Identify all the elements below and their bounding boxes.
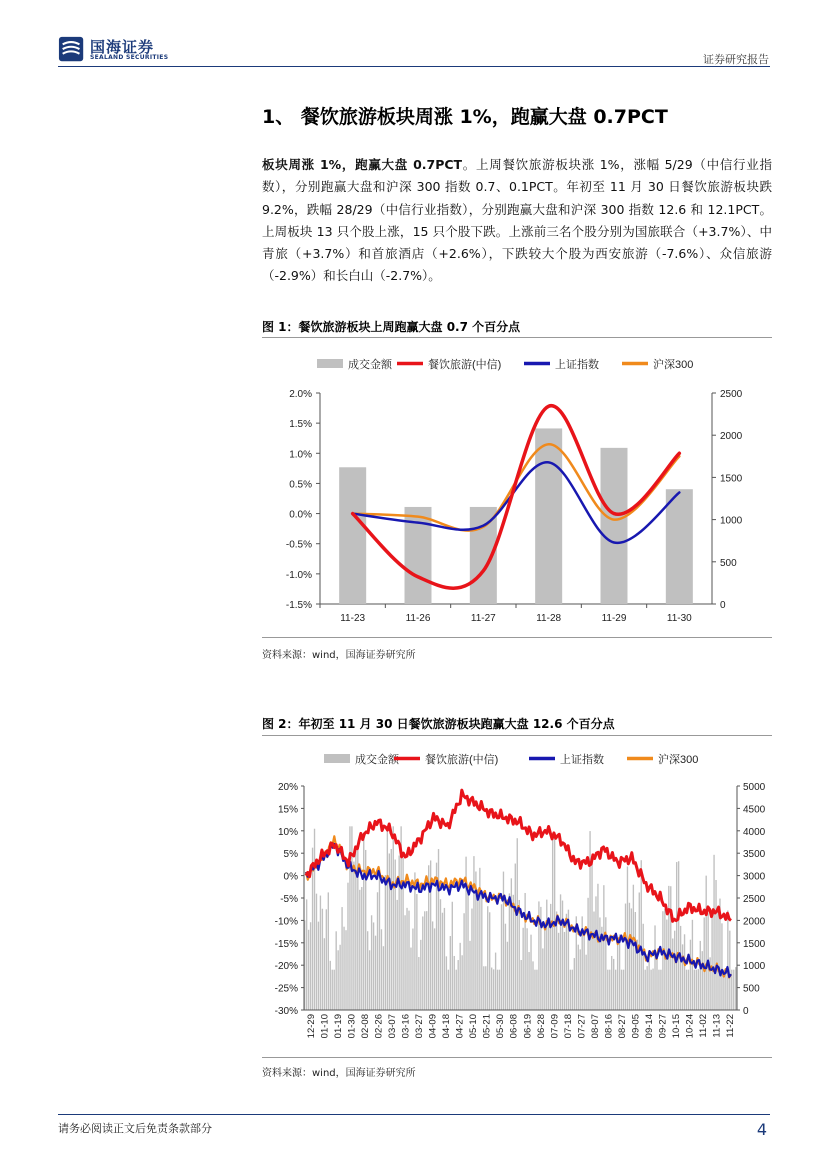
volume-bar [566,914,567,1010]
volume-bar [562,901,563,1010]
right-tick-label: 1000 [720,515,743,527]
x-tick-label: 08-07 [589,1014,601,1039]
volume-bar [353,862,354,1010]
volume-bar [312,848,313,1010]
volume-bar [548,918,549,1010]
volume-bar [526,928,527,1010]
x-tick-label: 04-18 [441,1014,453,1039]
volume-bar [306,899,307,1010]
legend-swatch-volume [324,754,350,763]
x-tick-label: 04-09 [427,1014,439,1039]
volume-bar [727,910,728,1010]
volume-bar [509,893,510,1010]
volume-bar [605,917,606,1010]
left-tick-label: 0% [283,871,298,883]
figure1-title: 图 1：餐饮旅游板块上周跑赢大盘 0.7 个百分点 [262,320,521,334]
volume-bar [702,951,703,1010]
volume-bar [599,917,600,1010]
summary-paragraph [262,154,772,288]
volume-bar [446,956,447,1010]
volume-bar [363,833,364,1010]
summary-bold: 板块周涨 1%，跑赢大盘 0.7PCT [262,157,463,172]
volume-bar [345,930,346,1010]
brand-name: 国海证券 [90,38,155,56]
volume-bar [619,934,620,1010]
volume-bar [721,923,722,1010]
volume-bar [387,831,388,1010]
volume-bar [560,894,561,1010]
volume-bar [383,946,384,1010]
footer-disclaimer: 请务必阅读正文后免责条款部分 [58,1122,212,1135]
series-line-0 [353,406,680,589]
legend-label: 成交金额 [355,754,399,766]
header-divider [58,66,770,67]
volume-bar [535,428,562,604]
volume-bar [517,838,518,1010]
volume-bar [658,970,659,1010]
right-tick-label: 4500 [743,804,766,816]
section-title: 1、 餐饮旅游板块周涨 1%，跑赢大盘 0.7PCT [262,106,668,128]
volume-bar [438,849,439,1010]
volume-bar [519,900,520,1010]
volume-bar [493,969,494,1010]
volume-bar [692,920,693,1010]
volume-bar [570,970,571,1010]
report-type: 证券研究报告 [703,53,769,66]
volume-bar [729,931,730,1010]
volume-bar [310,922,311,1010]
volume-bar [558,933,559,1010]
volume-bar [706,876,707,1010]
x-tick-label: 11-29 [601,613,627,624]
volume-bar [408,911,409,1010]
volume-bar [505,924,506,1010]
volume-bar [426,911,427,1010]
right-tick-label: 3500 [743,849,766,861]
volume-bar [688,970,689,1010]
left-tick-label: -30% [274,1006,298,1017]
x-tick-label: 07-27 [576,1014,588,1039]
page-number: 4 [756,1120,767,1139]
x-tick-label: 09-27 [657,1014,669,1039]
volume-bar [454,956,455,1010]
brand-subtitle: SEALAND SECURITIES [90,54,169,61]
volume-bar [422,916,423,1010]
volume-bar [330,961,331,1010]
volume-bar [412,929,413,1010]
volume-bar [717,911,718,1010]
volume-bar [459,943,460,1010]
volume-bar [524,893,525,1010]
footer-divider [58,1114,770,1115]
volume-bar [666,920,667,1010]
right-tick-label: 2500 [743,894,766,905]
volume-bar [332,970,333,1010]
volume-bar [487,906,488,1010]
volume-bar [542,948,543,1010]
left-tick-label: -1.0% [285,569,312,581]
volume-bar [674,931,675,1010]
x-tick-label: 06-19 [522,1014,534,1039]
volume-bar [580,949,581,1010]
volume-bar [694,970,695,1010]
volume-bar [629,903,630,1010]
volume-bar [621,970,622,1010]
volume-bar [434,928,435,1010]
volume-bar [497,970,498,1010]
volume-bar [682,944,683,1010]
figure2-title: 图 2：年初至 11 月 30 日餐饮旅游板块跑赢大盘 12.6 个百分点 [262,717,615,731]
left-tick-label: -15% [274,938,298,950]
left-tick-label: -0.5% [285,539,312,551]
volume-bar [420,940,421,1010]
volume-bar [379,873,380,1010]
volume-bar [623,970,624,1010]
x-tick-label: 10-15 [671,1014,683,1039]
volume-bar [316,894,317,1010]
volume-bar [452,902,453,1010]
volume-bar [617,945,618,1010]
volume-bar [469,941,470,1010]
x-tick-label: 07-09 [549,1014,561,1039]
volume-bar [587,898,588,1010]
volume-bar [414,872,415,1010]
volume-bar [597,884,598,1010]
volume-bar [733,970,734,1010]
volume-bar [359,890,360,1010]
x-tick-label: 08-27 [616,1014,628,1039]
right-tick-label: 2500 [720,389,743,400]
volume-bar [320,896,321,1010]
volume-bar [530,935,531,1010]
x-tick-label: 11-30 [666,613,692,624]
x-tick-label: 04-27 [454,1014,466,1039]
figure2-chart [262,738,772,1056]
left-tick-label: 5% [283,849,298,861]
sealand-logo-icon [58,36,86,64]
volume-bar [473,856,474,1010]
volume-bar [593,912,594,1010]
volume-bar [684,934,685,1010]
volume-bar [532,961,533,1010]
x-tick-label: 11-02 [698,1014,710,1038]
legend-label: 上证指数 [560,754,604,766]
x-tick-label: 06-08 [508,1014,520,1039]
x-tick-label: 11-27 [470,613,496,624]
x-tick-label: 08-16 [603,1014,615,1039]
volume-bar [578,945,579,1010]
volume-bar [406,908,407,1010]
volume-bar [341,907,342,1010]
summary-text: 。上周餐饮旅游板块涨 1%，涨幅 5/29（中信行业指数），分别跑赢大盘和沪深 300 指数 0.7、0.1PCT。年初至 11 月 30 日餐饮旅游板块跌 9.2%，跌幅 28/29（中信行业指数），分别跑赢大盘和沪深 300 指数 12.6 和 12.1PCT。上周板块 13 只个股上涨，15 只个股下跌。上涨前三名个股分别为国旅联合（+3.7%）、中青旅（+3.7%）和首旅酒店（+2.6%），下跌较大个股为西安旅游（-7.6%）、众信旅游（-2.9%）和长白山（-2.7%）。 [262,157,772,284]
x-tick-label: 05-21 [481,1014,493,1039]
right-tick-label: 0 [743,1006,749,1017]
volume-bar [528,952,529,1010]
volume-bar [572,970,573,1010]
volume-bar [564,932,565,1010]
volume-bar [339,467,366,604]
legend-label: 沪深300 [658,754,699,766]
volume-bar [491,968,492,1010]
volume-bar [467,887,468,1010]
volume-bar [654,925,655,1010]
figure2-bottom-rule [262,1057,772,1058]
volume-bar [322,909,323,1010]
volume-bar [672,938,673,1010]
series-line-0 [306,790,731,921]
volume-bar [660,970,661,1010]
right-tick-label: 2000 [743,916,766,928]
right-tick-label: 4000 [743,826,766,838]
figure2-top-rule [262,735,772,736]
x-tick-label: 05-10 [468,1014,480,1039]
left-tick-label: -25% [274,983,298,995]
right-tick-label: 5000 [743,782,766,793]
volume-bar [574,958,575,1010]
figure1-top-rule [262,337,772,338]
left-tick-label: 0.5% [289,479,312,491]
x-tick-label: 10-24 [684,1014,696,1039]
x-tick-label: 12-29 [305,1014,317,1039]
x-tick-label: 02-26 [373,1014,385,1039]
volume-bar [646,966,647,1010]
volume-bar [375,936,376,1010]
volume-bar [471,909,472,1010]
volume-bar [666,489,693,604]
volume-bar [609,970,610,1010]
x-tick-label: 01-30 [346,1014,358,1039]
volume-bar [314,829,315,1010]
right-tick-label: 2000 [720,431,743,443]
figure1-bottom-rule [262,637,772,638]
volume-bar [583,930,584,1010]
volume-bar [495,953,496,1010]
volume-bar [522,928,523,1010]
left-tick-label: 2.0% [289,389,312,400]
volume-bar [713,855,714,1010]
right-tick-label: 0 [720,600,726,611]
volume-bar [534,970,535,1010]
volume-bar [391,849,392,1010]
volume-bar [611,956,612,1010]
left-tick-label: 10% [277,826,298,838]
volume-bar [644,970,645,1010]
volume-bar [335,931,336,1010]
volume-bar [678,861,679,1010]
volume-bar [337,950,338,1010]
volume-bar [477,889,478,1010]
volume-bar [686,970,687,1010]
volume-bar [607,970,608,1010]
figure1-chart [262,340,772,635]
volume-bar [690,940,691,1010]
volume-bar [676,862,677,1010]
volume-bar [404,915,405,1010]
volume-bar [461,955,462,1010]
volume-bar [456,970,457,1010]
x-tick-label: 09-05 [630,1014,642,1039]
volume-bar [481,894,482,1010]
left-tick-label: -10% [274,916,298,928]
volume-bar [735,967,736,1010]
left-tick-label: 15% [277,804,298,816]
volume-bar [499,970,500,1010]
x-tick-label: 11-13 [711,1014,723,1038]
volume-bar [625,904,626,1010]
volume-bar [334,970,335,1010]
right-tick-label: 1500 [743,938,766,950]
left-tick-label: 0.0% [289,509,312,521]
volume-bar [513,895,514,1010]
volume-bar [650,970,651,1010]
volume-bar [633,885,634,1010]
x-tick-label: 11-28 [536,613,562,624]
volume-bar [521,960,522,1010]
x-tick-label: 03-07 [386,1014,398,1039]
volume-bar [463,913,464,1010]
x-tick-label: 11-22 [725,1014,737,1038]
left-tick-label: -1.5% [285,600,312,611]
volume-bar [339,945,340,1010]
x-tick-label: 05-30 [495,1014,507,1039]
volume-bar [371,915,372,1010]
volume-bar [652,969,653,1010]
volume-bar [442,913,443,1010]
volume-bar [501,904,502,1010]
volume-bar [432,921,433,1010]
figure2-source: 资料来源：wind，国海证券研究所 [262,1068,416,1079]
volume-bar [670,886,671,1010]
volume-bar [715,880,716,1010]
x-tick-label: 06-28 [535,1014,547,1039]
volume-bar [393,826,394,1010]
volume-bar [328,892,329,1010]
x-tick-label: 11-26 [405,613,431,624]
volume-bar [595,896,596,1010]
figure1-source: 资料来源：wind，国海证券研究所 [262,650,416,661]
right-tick-label: 500 [720,557,737,569]
volume-bar [416,894,417,1010]
volume-bar [369,950,370,1010]
right-tick-label: 1500 [720,473,743,485]
volume-bar [680,926,681,1010]
volume-bar [450,936,451,1010]
volume-bar [483,966,484,1010]
volume-bar [656,957,657,1010]
volume-bar [397,900,398,1010]
volume-bar [648,956,649,1010]
x-tick-label: 11-23 [340,613,366,624]
volume-bar [440,899,441,1010]
volume-bar [536,970,537,1010]
x-tick-label: 02-08 [359,1014,371,1039]
volume-bar [448,970,449,1010]
volume-bar [381,929,382,1010]
legend-label: 餐饮旅游(中信) [428,359,502,371]
volume-bar [643,924,644,1010]
volume-bar [485,966,486,1010]
legend-label: 成交金额 [348,359,392,371]
volume-bar [613,959,614,1010]
volume-bar [377,892,378,1010]
volume-bar [589,831,590,1010]
x-tick-label: 03-27 [414,1014,426,1039]
series-line-1 [353,462,680,543]
volume-bar [603,885,604,1010]
volume-bar [444,908,445,1010]
volume-bar [631,908,632,1010]
volume-bar [367,931,368,1010]
left-tick-label: 1.5% [289,419,312,431]
volume-bar [700,941,701,1010]
right-tick-label: 1000 [743,961,766,973]
left-tick-label: 20% [277,782,298,793]
volume-bar [601,448,628,604]
volume-bar [507,942,508,1010]
volume-bar [668,886,669,1010]
volume-bar [662,911,663,1010]
volume-bar [410,948,411,1010]
left-tick-label: 1.0% [289,449,312,461]
volume-bar [385,875,386,1010]
volume-bar [424,911,425,1010]
volume-bar [635,912,636,1010]
volume-bar [585,955,586,1010]
volume-bar [326,909,327,1010]
volume-bar [347,883,348,1010]
volume-bar [550,904,551,1010]
volume-bar [361,887,362,1010]
volume-bar [318,922,319,1010]
x-tick-label: 03-16 [400,1014,412,1039]
volume-bar [515,864,516,1010]
volume-bar [711,910,712,1010]
volume-bar [373,922,374,1010]
volume-bar [544,928,545,1010]
x-tick-label: 09-14 [644,1014,656,1039]
volume-bar [308,930,309,1010]
left-tick-label: -5% [280,894,298,905]
volume-bar [546,900,547,1010]
volume-bar [418,957,419,1010]
legend-swatch-volume [317,359,343,368]
legend-label: 餐饮旅游(中信) [425,754,499,766]
volume-bar [503,872,504,1010]
legend-label: 上证指数 [555,359,599,371]
volume-bar [343,927,344,1010]
volume-bar [696,970,697,1010]
right-tick-label: 3000 [743,871,766,883]
volume-bar [324,938,325,1010]
left-tick-label: -20% [274,961,298,973]
x-tick-label: 07-18 [562,1014,574,1039]
legend-label: 沪深300 [653,359,694,371]
x-tick-label: 01-19 [332,1014,344,1039]
volume-bar [615,970,616,1010]
volume-bar [489,912,490,1010]
volume-bar [698,969,699,1010]
volume-bar [641,860,642,1010]
right-tick-label: 500 [743,983,760,995]
volume-bar [458,960,459,1010]
x-tick-label: 01-10 [319,1014,331,1039]
